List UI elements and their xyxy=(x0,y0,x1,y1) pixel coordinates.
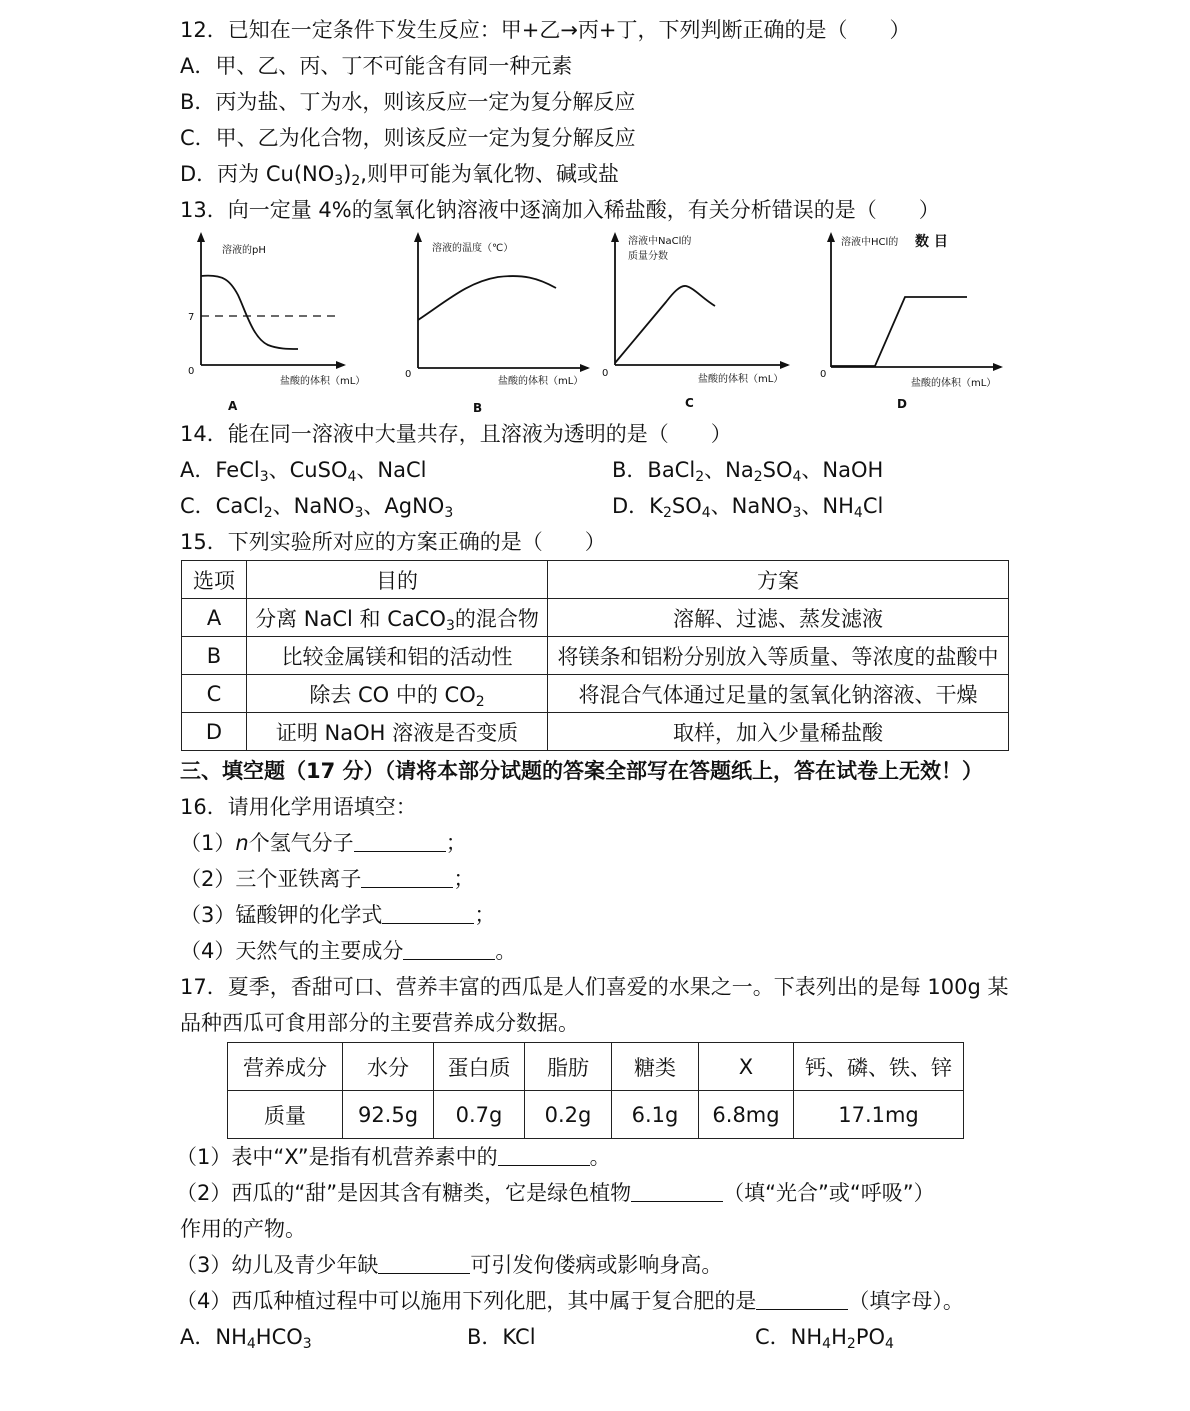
q17-head-5: X xyxy=(699,1043,794,1091)
answer-blank[interactable] xyxy=(756,1289,848,1310)
q14-option-b: B．BaCl$_2$、$Na_2SO_4$、NaOH xyxy=(612,458,884,485)
q17-item-1: （1）表中“X”是指有机营养素中的 。 xyxy=(176,1145,611,1169)
q17-head-4: 糖类 xyxy=(612,1043,699,1091)
q17-option-a: A．$NH_4HCO_3$ xyxy=(180,1325,312,1352)
q17-cell-4: 6.1g xyxy=(612,1091,699,1139)
q16-item-3: （3）锰酸钾的化学式 ； xyxy=(180,903,496,927)
q17-option-b: B．KCl xyxy=(467,1325,536,1349)
answer-blank[interactable] xyxy=(378,1253,470,1274)
q17-item-2b: 作用的产物。 xyxy=(180,1217,306,1241)
q17-cell-2: 0.7g xyxy=(434,1091,525,1139)
q14-option-d: D．$K_2SO_4$、NaNO$_3$、$NH_4Cl$ xyxy=(612,494,884,521)
section-3-heading: 三、填空题（17 分）（请将本部分试题的答案全部写在答题纸上，答在试卷上无效！） xyxy=(180,759,984,783)
q17-cell-5: 6.8mg xyxy=(699,1091,794,1139)
answer-blank[interactable] xyxy=(498,1145,590,1166)
q17-table xyxy=(227,1042,964,1139)
q15-row-plan: 将混合气体通过足量的氢氧化钠溶液、干燥 xyxy=(548,675,1009,713)
q17-head-1: 水分 xyxy=(343,1043,434,1091)
q17-option-c: C．$NH_4H_2PO_4$ xyxy=(755,1325,894,1352)
q15-row-goal: 比较金属镁和铝的活动性 xyxy=(247,637,548,675)
q17-cell-0: 质量 xyxy=(228,1091,343,1139)
q14-option-a: A．FeCl$_3$、CuSO$_4$、NaCl xyxy=(180,458,427,485)
table-row xyxy=(182,713,1009,751)
answer-blank[interactable] xyxy=(382,903,474,924)
q15-header-plan: 方案 xyxy=(548,561,1009,599)
q17-cell-6: 17.1mg xyxy=(794,1091,964,1139)
graph-d-label: D xyxy=(897,397,907,411)
answer-blank[interactable] xyxy=(631,1181,723,1202)
graph-c xyxy=(598,230,798,415)
q15-row-goal: 分离 NaCl 和 CaCO$_3$的混合物 xyxy=(247,599,548,637)
q12-option-b: B．丙为盐、丁为水，则该反应一定为复分解反应 xyxy=(180,90,636,114)
graph-b-ylabel: 溶液的温度（℃） xyxy=(432,243,514,254)
graph-d-ylabel-big: 数 目 xyxy=(915,234,948,250)
graph-a xyxy=(178,230,366,415)
q15-stem: 15．下列实验所对应的方案正确的是（ ） xyxy=(180,530,606,554)
graph-a-label: A xyxy=(228,399,238,413)
table-row xyxy=(182,637,1009,675)
q15-row-goal: 除去 CO 中的 $CO_2$ xyxy=(247,675,548,713)
q15-row-goal: 证明 NaOH 溶液是否变质 xyxy=(247,713,548,751)
q15-row-option: C xyxy=(182,675,247,713)
q15-row-plan: 将镁条和铝粉分别放入等质量、等浓度的盐酸中 xyxy=(548,637,1009,675)
graph-a-ylabel: 溶液的pH xyxy=(222,245,266,256)
graph-a-tick: 7 xyxy=(188,312,195,323)
q17-head-3: 脂肪 xyxy=(525,1043,612,1091)
graph-b xyxy=(398,230,598,415)
q15-table xyxy=(181,560,1009,751)
q15-row-option: D xyxy=(182,713,247,751)
graph-c-origin: 0 xyxy=(602,368,609,379)
q15-row-plan: 取样，加入少量稀盐酸 xyxy=(548,713,1009,751)
graph-c-ylabel-1: 溶液中NaCl的 xyxy=(628,236,692,247)
graph-a-origin: 0 xyxy=(188,366,195,377)
q12-option-d: D．丙为 $Cu(NO_3)_2$,则甲可能为氧化物、碱或盐 xyxy=(180,162,619,189)
q15-header-goal: 目的 xyxy=(247,561,548,599)
q17-head-6: 钙、磷、铁、锌 xyxy=(794,1043,964,1091)
graph-b-label: B xyxy=(473,401,483,415)
graph-c-ylabel-2: 质量分数 xyxy=(628,251,668,262)
graph-b-xlabel: 盐酸的体积（mL） xyxy=(498,376,584,387)
table-row xyxy=(182,599,1009,637)
answer-blank[interactable] xyxy=(361,867,453,888)
answer-blank[interactable] xyxy=(354,831,446,852)
answer-blank[interactable] xyxy=(403,939,495,960)
q17-item-4: （4）西瓜种植过程中可以施用下列化肥，其中属于复合肥的是 （填字母）。 xyxy=(176,1289,964,1313)
q17-stem-2: 品种西瓜可食用部分的主要营养成分数据。 xyxy=(180,1011,579,1035)
q13-stem: 13．向一定量 4%的氢氧化钠溶液中逐滴加入稀盐酸，有关分析错误的是（ ） xyxy=(180,198,940,222)
q12-stem: 12．已知在一定条件下发生反应：甲+乙→丙+丁，下列判断正确的是（ ） xyxy=(180,18,911,42)
q15-row-option: A xyxy=(182,599,247,637)
q17-head-2: 蛋白质 xyxy=(434,1043,525,1091)
q17-cell-3: 0.2g xyxy=(525,1091,612,1139)
q16-stem: 16．请用化学用语填空： xyxy=(180,795,417,819)
graph-b-origin: 0 xyxy=(405,369,412,380)
q16-item-1: （1）n个氢气分子 ； xyxy=(180,831,467,855)
q14-stem: 14．能在同一溶液中大量共存，且溶液为透明的是（ ） xyxy=(180,422,732,446)
table-row xyxy=(228,1043,964,1091)
q17-cell-1: 92.5g xyxy=(343,1091,434,1139)
table-row xyxy=(182,675,1009,713)
graph-d-origin: 0 xyxy=(820,369,827,380)
graph-c-xlabel: 盐酸的体积（mL） xyxy=(698,374,784,385)
graph-d-ylabel: 溶液中HCl的 xyxy=(841,237,899,248)
graph-d xyxy=(815,230,1015,415)
q16-item-2: （2）三个亚铁离子 ； xyxy=(180,867,475,891)
q17-item-3: （3）幼儿及青少年缺 可引发佝偻病或影响身高。 xyxy=(176,1253,723,1277)
q12-option-a: A．甲、乙、丙、丁不可能含有同一种元素 xyxy=(180,54,573,78)
table-row xyxy=(228,1091,964,1139)
q15-row-option: B xyxy=(182,637,247,675)
q17-item-2: （2）西瓜的“甜”是因其含有糖类，它是绿色植物 （填“光合”或“呼吸”） xyxy=(176,1181,935,1205)
q17-stem-1: 17．夏季，香甜可口、营养丰富的西瓜是人们喜爱的水果之一。下表列出的是每 100g 某 xyxy=(180,975,1009,999)
graph-c-label: C xyxy=(685,396,694,410)
q17-head-0: 营养成分 xyxy=(228,1043,343,1091)
q16-item-4: （4）天然气的主要成分 。 xyxy=(180,939,517,963)
q15-row-plan: 溶解、过滤、蒸发滤液 xyxy=(548,599,1009,637)
graph-a-xlabel: 盐酸的体积（mL） xyxy=(280,376,366,387)
q12-option-c: C．甲、乙为化合物，则该反应一定为复分解反应 xyxy=(180,126,636,150)
graph-d-xlabel: 盐酸的体积（mL） xyxy=(911,378,997,389)
q15-header-option: 选项 xyxy=(182,561,247,599)
q14-option-c: C．CaCl$_2$、NaNO$_3$、AgNO$_3$ xyxy=(180,494,454,521)
